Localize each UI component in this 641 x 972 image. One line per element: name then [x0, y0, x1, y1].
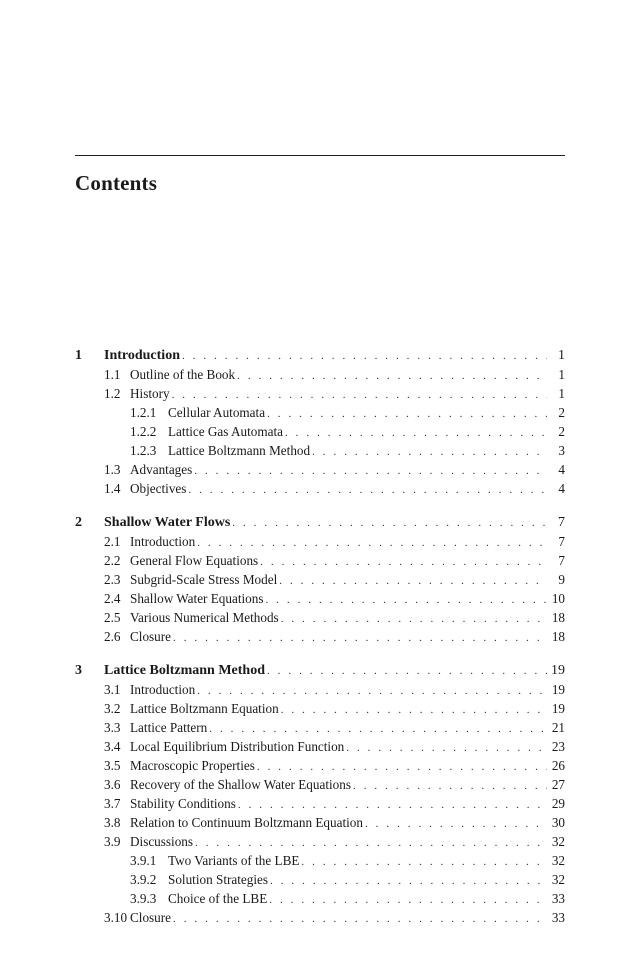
toc-section [75, 832, 565, 851]
toc-number: 2.3 [104, 572, 121, 587]
toc-number: 3.10 [104, 910, 128, 925]
toc-title: Advantages [130, 462, 193, 477]
toc-number: 1.2 [104, 386, 121, 401]
toc-title: Introduction [130, 682, 196, 697]
page-title: Contents [75, 171, 158, 195]
toc-section [75, 813, 565, 832]
toc-page: 33 [551, 891, 565, 906]
toc-title: Recovery of the Shallow Water Equations [130, 777, 351, 792]
toc-page: 2 [558, 424, 565, 439]
toc-title: Local Equilibrium Distribution Function [130, 739, 345, 754]
toc-number: 2.2 [104, 553, 121, 568]
toc-page: 1 [558, 386, 565, 401]
toc-page: 26 [551, 758, 565, 773]
toc-number: 3.9 [104, 834, 121, 849]
dot-leader [173, 629, 547, 648]
toc-title: Lattice Gas Automata [168, 424, 283, 439]
toc-page: 18 [551, 629, 565, 644]
toc-subsection [75, 870, 565, 889]
toc-page: 2 [558, 405, 565, 420]
toc-title: Objectives [130, 481, 187, 496]
toc-number: 2.4 [104, 591, 121, 606]
toc-subsection [75, 851, 565, 870]
toc-number: 2.6 [104, 629, 121, 644]
toc-page: 4 [558, 462, 565, 477]
toc-section [75, 551, 565, 570]
toc-section [75, 384, 565, 403]
toc-number: 3.9.2 [130, 872, 157, 887]
toc-number: 1.4 [104, 481, 121, 496]
toc-title: Discussions [130, 834, 194, 849]
toc-section [75, 570, 565, 589]
toc-section [75, 608, 565, 627]
toc-title: Closure [130, 910, 172, 925]
toc-page: 23 [551, 739, 565, 754]
toc-number: 3.7 [104, 796, 121, 811]
toc-page: 4 [558, 481, 565, 496]
toc-page: 19 [551, 682, 565, 697]
toc-page: 9 [558, 572, 565, 587]
toc-title: History [130, 386, 170, 401]
toc-number: 3.6 [104, 777, 121, 792]
toc-page: 32 [551, 872, 565, 887]
dot-leader [173, 910, 547, 929]
toc-number: 3.1 [104, 682, 121, 697]
header-rule [75, 155, 565, 156]
toc-number: 3.9.1 [130, 853, 157, 868]
toc-page: 7 [558, 515, 565, 530]
toc-page: 18 [551, 610, 565, 625]
toc-title: Cellular Automata [168, 405, 266, 420]
toc-title: Introduction [104, 348, 180, 363]
toc-section [75, 365, 565, 384]
toc-title: Subgrid-Scale Stress Model [130, 572, 278, 587]
toc-title: Solution Strategies [168, 872, 269, 887]
toc-number: 1.2.2 [130, 424, 157, 439]
toc-page: 1 [558, 367, 565, 382]
toc-number: 3.5 [104, 758, 121, 773]
toc-title: Relation to Continuum Boltzmann Equation [130, 815, 363, 830]
toc-section [75, 756, 565, 775]
toc-page: 19 [551, 663, 565, 678]
toc-number: 3.4 [104, 739, 121, 754]
toc-page: 3 [558, 443, 565, 458]
toc-title: Lattice Boltzmann Method [104, 663, 265, 678]
toc-number: 1.2.1 [130, 405, 157, 420]
toc-section [75, 532, 565, 551]
dot-leader [232, 514, 547, 533]
toc-title: Stability Conditions [130, 796, 236, 811]
toc-title: Lattice Pattern [130, 720, 208, 735]
toc-section [75, 908, 565, 927]
toc-number: 1.1 [104, 367, 121, 382]
toc-page: 29 [551, 796, 565, 811]
toc-title: Various Numerical Methods [130, 610, 279, 625]
toc-number: 1.3 [104, 462, 121, 477]
toc-subsection [75, 441, 565, 460]
toc-number: 2 [75, 515, 82, 530]
dot-leader [182, 347, 547, 366]
table-of-contents [75, 346, 565, 927]
toc-title: Introduction [130, 534, 196, 549]
toc-chapter [75, 513, 565, 532]
toc-number: 3.9.3 [130, 891, 157, 906]
toc-section [75, 737, 565, 756]
toc-page: 1 [558, 348, 565, 363]
toc-number: 2.1 [104, 534, 121, 549]
toc-title: Macroscopic Properties [130, 758, 255, 773]
toc-title: Shallow Water Flows [104, 515, 231, 530]
toc-section [75, 718, 565, 737]
toc-section [75, 479, 565, 498]
toc-section [75, 627, 565, 646]
toc-page: 10 [551, 591, 565, 606]
toc-page: 33 [551, 910, 565, 925]
toc-page: 32 [551, 853, 565, 868]
toc-title: Lattice Boltzmann Equation [130, 701, 279, 716]
toc-title: General Flow Equations [130, 553, 259, 568]
toc-title: Choice of the LBE [168, 891, 268, 906]
toc-number: 2.5 [104, 610, 121, 625]
toc-chapter [75, 661, 565, 680]
toc-title: Outline of the Book [130, 367, 236, 382]
toc-title: Closure [130, 629, 172, 644]
toc-page: 21 [551, 720, 565, 735]
toc-section [75, 680, 565, 699]
toc-title: Lattice Boltzmann Method [168, 443, 311, 458]
toc-section [75, 460, 565, 479]
toc-number: 3.2 [104, 701, 121, 716]
toc-section [75, 589, 565, 608]
toc-subsection [75, 403, 565, 422]
toc-title: Two Variants of the LBE [168, 853, 300, 868]
toc-page: 32 [551, 834, 565, 849]
toc-section [75, 775, 565, 794]
toc-title: Shallow Water Equations [130, 591, 264, 606]
toc-page: 7 [558, 534, 565, 549]
toc-number: 3.8 [104, 815, 121, 830]
toc-number: 1.2.3 [130, 443, 157, 458]
toc-page: 27 [551, 777, 565, 792]
toc-number: 3 [75, 663, 82, 678]
toc-section [75, 699, 565, 718]
toc-page: 7 [558, 553, 565, 568]
toc-page: 19 [551, 701, 565, 716]
dot-leader [188, 481, 547, 500]
toc-number: 3.3 [104, 720, 121, 735]
toc-section [75, 794, 565, 813]
toc-chapter [75, 346, 565, 365]
toc-number: 1 [75, 348, 82, 363]
dot-leader [267, 662, 547, 681]
toc-subsection [75, 422, 565, 441]
toc-page: 30 [551, 815, 565, 830]
toc-subsection [75, 889, 565, 908]
